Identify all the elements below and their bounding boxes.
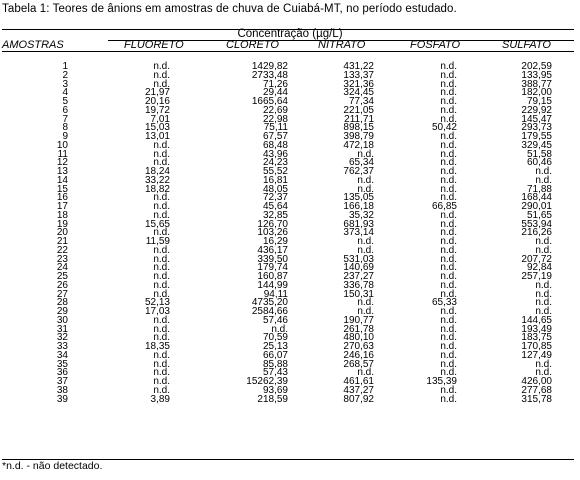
sulfato-value: 71,88 bbox=[526, 183, 552, 195]
sulfato-value: 145,47 bbox=[521, 113, 552, 125]
fosfato-value: n.d. bbox=[440, 279, 457, 291]
fluoreto-value: 7,01 bbox=[150, 113, 170, 125]
nitrato-value: n.d. bbox=[357, 148, 374, 160]
fluoreto-value: n.d. bbox=[153, 227, 170, 239]
cloreto-value: 103,26 bbox=[257, 227, 288, 239]
table-row bbox=[2, 71, 574, 80]
cloreto-value: 57,46 bbox=[262, 314, 288, 326]
sulfato-value: n.d. bbox=[535, 306, 552, 317]
nitrato-value: n.d. bbox=[357, 183, 374, 195]
sulfato-value: 183,75 bbox=[521, 332, 552, 344]
sample-number: 21 bbox=[56, 236, 68, 247]
fluoreto-value: 13,01 bbox=[144, 131, 170, 142]
fosfato-value: n.d. bbox=[440, 104, 457, 116]
cloreto-value: 94,11 bbox=[263, 288, 288, 300]
nitrato-value: 211,71 bbox=[344, 113, 374, 125]
fluoreto-value: n.d. bbox=[153, 367, 170, 379]
fosfato-value: n.d. bbox=[440, 288, 457, 300]
cloreto-value: 144,99 bbox=[257, 279, 288, 291]
cloreto-value: 126,70 bbox=[257, 218, 288, 230]
sulfato-value: 144,65 bbox=[521, 314, 552, 326]
nitrato-value: 65,34 bbox=[348, 157, 374, 169]
fosfato-value: n.d. bbox=[440, 166, 457, 177]
nitrato-value: 237,27 bbox=[343, 271, 374, 282]
cloreto-value: 339,50 bbox=[257, 253, 288, 265]
cloreto-value: 32,85 bbox=[262, 209, 288, 221]
concentration-header: Concentração (µg/L) bbox=[237, 28, 343, 40]
table-row bbox=[2, 167, 574, 176]
table-row bbox=[2, 298, 574, 307]
sulfato-value: n.d. bbox=[535, 297, 552, 309]
cloreto-value: 43,96 bbox=[262, 148, 288, 160]
fosfato-value: n.d. bbox=[440, 157, 457, 169]
fluoreto-value: n.d. bbox=[153, 157, 170, 169]
fosfato-value: n.d. bbox=[440, 131, 457, 142]
fosfato-value: n.d. bbox=[440, 306, 457, 317]
sample-number: 15 bbox=[56, 183, 68, 195]
table-row bbox=[2, 342, 574, 351]
fosfato-value: 50,42 bbox=[431, 122, 457, 134]
table-row bbox=[2, 115, 574, 124]
sample-number: 5 bbox=[62, 96, 68, 107]
fosfato-value: n.d. bbox=[440, 61, 457, 72]
sample-number: 12 bbox=[56, 157, 68, 169]
fluoreto-value: n.d. bbox=[153, 262, 170, 274]
sulfato-value: 553,94 bbox=[521, 218, 552, 230]
sulfato-value: 202,59 bbox=[521, 61, 552, 72]
sulfato-value: 182,00 bbox=[521, 87, 552, 99]
cloreto-value: 72,37 bbox=[262, 192, 288, 204]
sulfato-value: 315,78 bbox=[521, 393, 552, 405]
fluoreto-value: n.d. bbox=[153, 69, 170, 81]
sulfato-value: 293,73 bbox=[521, 122, 552, 134]
fluoreto-value: 18,35 bbox=[144, 341, 170, 352]
fosfato-value: n.d. bbox=[440, 148, 457, 160]
cloreto-value: 70,59 bbox=[262, 332, 288, 344]
fluoreto-value: n.d. bbox=[153, 201, 170, 212]
sulfato-value: 51,65 bbox=[526, 209, 552, 221]
sample-number: 4 bbox=[62, 87, 68, 99]
fosfato-value: n.d. bbox=[440, 323, 457, 335]
nitrato-value: 166,18 bbox=[343, 201, 374, 212]
fosfato-value: 65,33 bbox=[431, 297, 457, 309]
fluoreto-value: n.d. bbox=[153, 61, 170, 72]
table-row bbox=[2, 80, 574, 89]
nitrato-value: 221,05 bbox=[343, 104, 374, 116]
nitrato-value: 398,79 bbox=[343, 131, 374, 142]
fluoreto-value: n.d. bbox=[153, 244, 170, 256]
fosfato-value: n.d. bbox=[440, 192, 457, 204]
sulfato-value: n.d. bbox=[535, 358, 552, 370]
cloreto-value: 16,81 bbox=[262, 174, 288, 186]
fosfato-value: n.d. bbox=[440, 87, 457, 99]
fluoreto-value: n.d. bbox=[153, 314, 170, 326]
sample-number: 33 bbox=[56, 341, 68, 352]
nitrato-value: 762,37 bbox=[343, 166, 374, 177]
table-row bbox=[2, 351, 574, 360]
footnote: *n.d. - não detectado. bbox=[2, 460, 103, 472]
sulfato-value: 127,49 bbox=[521, 349, 552, 361]
table-row bbox=[2, 333, 574, 342]
fosfato-value: n.d. bbox=[440, 271, 457, 282]
sulfato-value: 290,01 bbox=[521, 201, 552, 212]
nitrato-value: 246,16 bbox=[343, 349, 374, 361]
table-row bbox=[2, 228, 574, 237]
sample-number: 18 bbox=[56, 209, 68, 221]
table-row bbox=[2, 368, 574, 377]
cloreto-value: 16,29 bbox=[262, 236, 288, 247]
sample-number: 22 bbox=[56, 244, 68, 256]
sulfato-value: n.d. bbox=[535, 166, 552, 177]
nitrato-value: n.d. bbox=[357, 297, 374, 309]
sulfato-value: 51,58 bbox=[526, 148, 552, 160]
sample-number: 11 bbox=[57, 148, 68, 160]
sample-number: 8 bbox=[62, 122, 68, 134]
cloreto-value: 93,69 bbox=[262, 384, 288, 396]
cloreto-value: 218,59 bbox=[257, 393, 288, 405]
table-row bbox=[2, 360, 574, 369]
nitrato-value: n.d. bbox=[357, 236, 374, 247]
cloreto-value: 48,05 bbox=[262, 183, 288, 195]
cloreto-value: 22,98 bbox=[262, 113, 288, 125]
nitrato-value: n.d. bbox=[357, 174, 374, 186]
cloreto-value: 24,23 bbox=[262, 157, 288, 169]
cloreto-value: 29,44 bbox=[262, 87, 288, 99]
table-row bbox=[2, 158, 574, 167]
sample-number: 9 bbox=[62, 131, 68, 142]
fluoreto-value: n.d. bbox=[153, 253, 170, 265]
fluoreto-value: n.d. bbox=[153, 148, 170, 160]
table-row bbox=[2, 211, 574, 220]
table-row bbox=[2, 176, 574, 185]
sulfato-value: 168,44 bbox=[521, 192, 552, 204]
fosfato-value: n.d. bbox=[440, 314, 457, 326]
cloreto-value: n.d. bbox=[271, 323, 288, 335]
fluoreto-value: 15,65 bbox=[144, 218, 170, 230]
table-row bbox=[2, 237, 574, 246]
nitrato-value: 681,93 bbox=[343, 218, 374, 230]
cloreto-value: 55,52 bbox=[262, 166, 288, 177]
sample-number: 6 bbox=[62, 104, 68, 116]
nitrato-value: 431,22 bbox=[343, 61, 374, 72]
nitrato-value: 133,37 bbox=[343, 69, 374, 81]
table-caption: Tabela 1: Teores de ânions em amostras de chuva de Cuiabá-MT, no período estudado. bbox=[2, 3, 457, 15]
table-row bbox=[2, 193, 574, 202]
table-row bbox=[2, 97, 574, 106]
fluoreto-value: 18,82 bbox=[144, 183, 170, 195]
fosfato-value: n.d. bbox=[440, 349, 457, 361]
table-row bbox=[2, 307, 574, 316]
fluoreto-value: n.d. bbox=[153, 192, 170, 204]
nitrato-value: 321,36 bbox=[343, 78, 374, 90]
table-row bbox=[2, 290, 574, 299]
table-row bbox=[2, 220, 574, 229]
table-row bbox=[2, 150, 574, 159]
cloreto-value: 179,74 bbox=[257, 262, 288, 274]
table-row bbox=[2, 272, 574, 281]
fluoreto-value: 33,22 bbox=[144, 174, 170, 186]
header-cloreto: CLORETO bbox=[226, 39, 279, 51]
sample-number: 14 bbox=[56, 174, 68, 186]
table-row bbox=[2, 62, 574, 71]
sulfato-value: 277,68 bbox=[521, 384, 552, 396]
sample-number: 10 bbox=[56, 139, 68, 151]
sample-number: 32 bbox=[56, 332, 68, 344]
fluoreto-value: 17,03 bbox=[144, 306, 170, 317]
sulfato-value: n.d. bbox=[535, 288, 552, 300]
sulfato-value: n.d. bbox=[535, 279, 552, 291]
cloreto-value: 57,43 bbox=[262, 367, 288, 379]
nitrato-value: 270,63 bbox=[343, 341, 374, 352]
table-row bbox=[2, 132, 574, 141]
table-row bbox=[2, 395, 574, 404]
nitrato-value: 898,15 bbox=[343, 122, 374, 134]
table-row bbox=[2, 123, 574, 132]
header-sulfato: SULFATO bbox=[502, 39, 551, 51]
fosfato-value: n.d. bbox=[440, 393, 457, 405]
fosfato-value: n.d. bbox=[440, 367, 457, 379]
table-row bbox=[2, 185, 574, 194]
sample-number: 24 bbox=[56, 262, 68, 274]
nitrato-value: 373,14 bbox=[343, 227, 374, 239]
cloreto-value: 2584,66 bbox=[251, 306, 288, 317]
nitrato-value: 336,78 bbox=[343, 279, 374, 291]
fosfato-value: n.d. bbox=[440, 69, 457, 81]
nitrato-value: 807,92 bbox=[343, 393, 374, 405]
nitrato-value: 324,45 bbox=[343, 87, 374, 99]
nitrato-value: n.d. bbox=[357, 306, 374, 317]
fosfato-value: n.d. bbox=[440, 332, 457, 344]
table-row bbox=[2, 88, 574, 97]
fosfato-value: n.d. bbox=[440, 218, 457, 230]
header-fluoreto: FLUORETO bbox=[124, 39, 184, 51]
nitrato-value: 268,57 bbox=[343, 358, 374, 370]
sample-number: 7 bbox=[62, 113, 68, 125]
cloreto-value: 75,11 bbox=[263, 122, 288, 134]
sample-number: 23 bbox=[56, 253, 68, 265]
cloreto-value: 66,07 bbox=[262, 349, 288, 361]
sample-number: 29 bbox=[56, 306, 68, 317]
fluoreto-value: 52,13 bbox=[144, 297, 170, 309]
nitrato-value: 77,34 bbox=[348, 96, 374, 107]
sulfato-value: n.d. bbox=[535, 236, 552, 247]
fluoreto-value: n.d. bbox=[153, 376, 170, 387]
nitrato-value: 461,61 bbox=[343, 376, 374, 387]
fluoreto-value: n.d. bbox=[153, 209, 170, 221]
nitrato-value: 437,27 bbox=[343, 384, 374, 396]
sulfato-value: 229,92 bbox=[521, 104, 552, 116]
cloreto-value: 2733,48 bbox=[251, 69, 288, 81]
fosfato-value: 66,85 bbox=[431, 201, 457, 212]
cloreto-value: 71,26 bbox=[262, 78, 288, 90]
table-row bbox=[2, 141, 574, 150]
fosfato-value: n.d. bbox=[440, 341, 457, 352]
fluoreto-value: 15,03 bbox=[144, 122, 170, 134]
cloreto-value: 68,48 bbox=[262, 139, 288, 151]
sulfato-value: 207,72 bbox=[521, 253, 552, 265]
sulfato-value: n.d. bbox=[535, 367, 552, 379]
table-row bbox=[2, 202, 574, 211]
sample-number: 13 bbox=[56, 166, 68, 177]
table-row bbox=[2, 255, 574, 264]
fluoreto-value: 3,89 bbox=[150, 393, 170, 405]
fosfato-value: n.d. bbox=[440, 253, 457, 265]
cloreto-value: 22,69 bbox=[262, 104, 288, 116]
fluoreto-value: 11,59 bbox=[145, 236, 170, 247]
sample-number: 30 bbox=[56, 314, 68, 326]
sulfato-value: n.d. bbox=[535, 174, 552, 186]
sulfato-value: 170,85 bbox=[521, 341, 552, 352]
fluoreto-value: n.d. bbox=[153, 279, 170, 291]
sample-number: 28 bbox=[56, 297, 68, 309]
table-row bbox=[2, 386, 574, 395]
fosfato-value: n.d. bbox=[440, 236, 457, 247]
nitrato-value: 261,78 bbox=[343, 323, 374, 335]
sample-number: 26 bbox=[56, 279, 68, 291]
column-header-row bbox=[2, 40, 574, 51]
fosfato-value: n.d. bbox=[440, 262, 457, 274]
nitrato-value: 531,03 bbox=[343, 253, 374, 265]
fosfato-value: n.d. bbox=[440, 96, 457, 107]
cloreto-value: 45,64 bbox=[262, 201, 288, 212]
cloreto-value: 25,13 bbox=[262, 341, 288, 352]
sulfato-value: 60,46 bbox=[526, 157, 552, 169]
fosfato-value: n.d. bbox=[440, 113, 457, 125]
sample-number: 36 bbox=[56, 367, 68, 379]
nitrato-value: 480,10 bbox=[343, 332, 374, 344]
fluoreto-value: n.d. bbox=[153, 332, 170, 344]
sulfato-value: 179,55 bbox=[521, 131, 552, 142]
sample-number: 19 bbox=[56, 218, 68, 230]
sulfato-value: n.d. bbox=[535, 244, 552, 256]
fosfato-value: n.d. bbox=[440, 227, 457, 239]
fluoreto-value: n.d. bbox=[153, 358, 170, 370]
fosfato-value: n.d. bbox=[440, 183, 457, 195]
sample-number: 17 bbox=[56, 201, 68, 212]
fosfato-value: n.d. bbox=[440, 358, 457, 370]
sulfato-value: 388,77 bbox=[521, 78, 552, 90]
fluoreto-value: n.d. bbox=[153, 288, 170, 300]
cloreto-value: 15262,39 bbox=[246, 376, 288, 387]
fosfato-value: n.d. bbox=[440, 139, 457, 151]
sample-number: 16 bbox=[56, 192, 68, 204]
sample-number: 1 bbox=[62, 61, 68, 72]
header-nitrato: NITRATO bbox=[318, 39, 366, 51]
sample-number: 25 bbox=[56, 271, 68, 282]
header-fosfato: FOSFATO bbox=[410, 39, 461, 51]
sulfato-value: 193,49 bbox=[521, 323, 552, 335]
sample-number: 39 bbox=[56, 393, 68, 405]
nitrato-value: n.d. bbox=[357, 244, 374, 256]
table-row bbox=[2, 316, 574, 325]
cloreto-value: 160,87 bbox=[257, 271, 288, 282]
table-body bbox=[2, 62, 574, 403]
table-row bbox=[2, 263, 574, 272]
table-row bbox=[2, 325, 574, 334]
nitrato-value: 140,69 bbox=[343, 262, 374, 274]
sulfato-value: 79,15 bbox=[526, 96, 552, 107]
header-amostras: AMOSTRAS bbox=[2, 39, 64, 51]
sample-number: 3 bbox=[62, 78, 68, 90]
nitrato-value: 150,31 bbox=[343, 288, 374, 300]
fosfato-value: n.d. bbox=[440, 209, 457, 221]
sample-number: 37 bbox=[56, 376, 68, 387]
fosfato-value: n.d. bbox=[440, 174, 457, 186]
table-row bbox=[2, 246, 574, 255]
sample-number: 20 bbox=[56, 227, 68, 239]
nitrato-value: 472,18 bbox=[343, 139, 374, 151]
fosfato-value: 135,39 bbox=[426, 376, 457, 387]
nitrato-value: 190,77 bbox=[343, 314, 374, 326]
sample-number: 27 bbox=[56, 288, 68, 300]
nitrato-value: 135,05 bbox=[343, 192, 374, 204]
fluoreto-value: 20,16 bbox=[144, 96, 170, 107]
fosfato-value: n.d. bbox=[440, 78, 457, 90]
cloreto-value: 1429,82 bbox=[251, 61, 288, 72]
sample-number: 38 bbox=[56, 384, 68, 396]
fluoreto-value: n.d. bbox=[153, 384, 170, 396]
sulfato-value: 92,84 bbox=[526, 262, 552, 274]
fluoreto-value: n.d. bbox=[153, 349, 170, 361]
table-row bbox=[2, 281, 574, 290]
sulfato-value: 216,26 bbox=[521, 227, 552, 239]
fluoreto-value: 18,24 bbox=[144, 166, 170, 177]
fluoreto-value: n.d. bbox=[153, 78, 170, 90]
table-row bbox=[2, 377, 574, 386]
fluoreto-value: n.d. bbox=[153, 139, 170, 151]
sample-number: 35 bbox=[56, 358, 68, 370]
nitrato-value: n.d. bbox=[357, 367, 374, 379]
sample-number: 31 bbox=[56, 323, 68, 335]
cloreto-value: 4735,20 bbox=[251, 297, 288, 309]
fluoreto-value: 21,97 bbox=[144, 87, 170, 99]
sample-number: 34 bbox=[56, 349, 68, 361]
fosfato-value: n.d. bbox=[440, 244, 457, 256]
header-bottom-rule bbox=[2, 51, 574, 52]
fluoreto-value: 19,72 bbox=[144, 104, 170, 116]
cloreto-value: 436,17 bbox=[257, 244, 288, 256]
cloreto-value: 85,88 bbox=[262, 358, 288, 370]
cloreto-value: 67,57 bbox=[262, 131, 288, 142]
nitrato-value: 35,32 bbox=[348, 209, 374, 221]
sulfato-value: 329,45 bbox=[521, 139, 552, 151]
fluoreto-value: n.d. bbox=[153, 271, 170, 282]
fosfato-value: n.d. bbox=[440, 384, 457, 396]
sulfato-value: 133,95 bbox=[521, 69, 552, 81]
table-row bbox=[2, 106, 574, 115]
cloreto-value: 1665,64 bbox=[251, 96, 288, 107]
fluoreto-value: n.d. bbox=[153, 323, 170, 335]
sample-number: 2 bbox=[62, 69, 68, 81]
sulfato-value: 426,00 bbox=[521, 376, 552, 387]
sulfato-value: 257,19 bbox=[521, 271, 552, 282]
